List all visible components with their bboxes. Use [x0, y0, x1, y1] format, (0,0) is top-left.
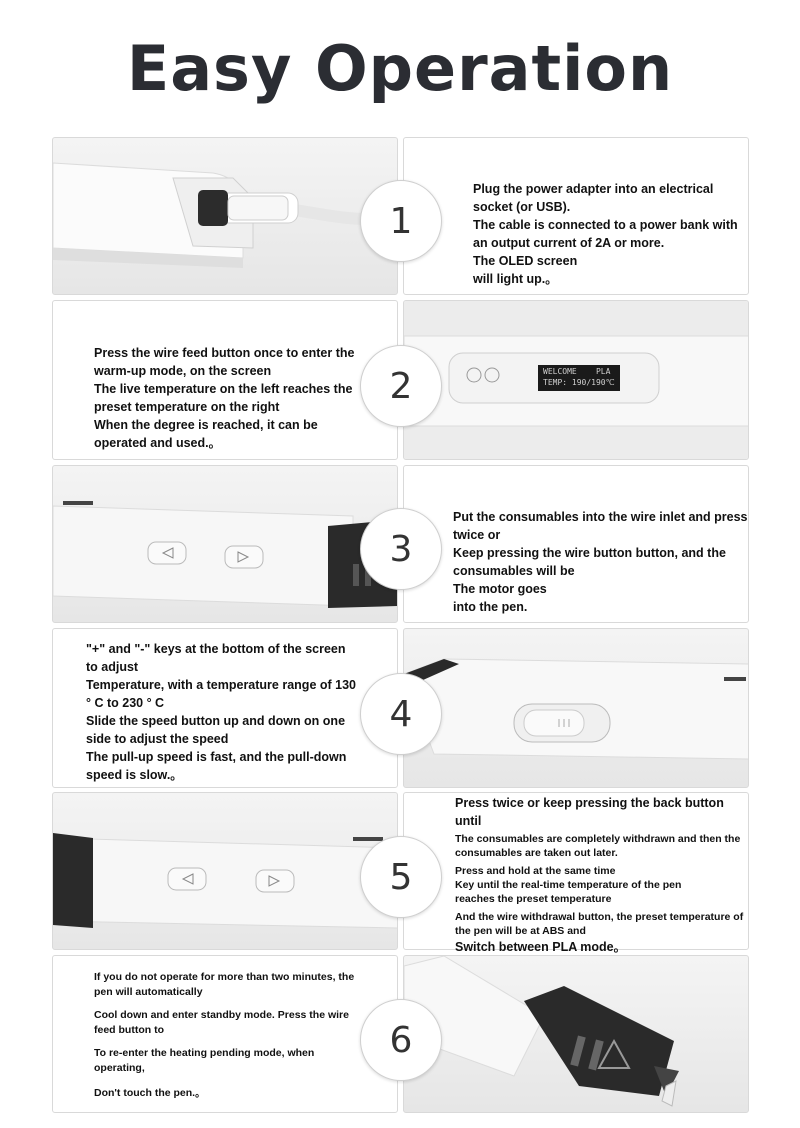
step-5-line-1: The consumables are completely withdrawn and then the consumables are taken out later. [455, 833, 741, 859]
step-3-text [453, 508, 749, 616]
step-5-photo [52, 792, 398, 950]
oled-screen-line-2: TEMP: 190/190℃ [543, 378, 615, 387]
step-5-heading: Press twice or keep pressing the back button until [455, 796, 724, 828]
step-6-photo [403, 955, 749, 1113]
step-4-line-4: The pull-up speed is fast, and the pull-down speed is slow.。 [86, 750, 347, 782]
step-1-photo [52, 137, 398, 295]
step-3-number: 3 [360, 508, 442, 590]
pen-nozzle-icon [404, 956, 749, 1113]
step-2-line-2: The live temperature on the left reaches the preset temperature on the right [94, 382, 353, 414]
speed-slider-icon [404, 629, 749, 788]
step-5-line-4: And the wire withdrawal button, the preset temperature of the pen will be at ABS and [455, 911, 744, 937]
step-6-line-2: Cool down and enter standby mode. Press the wire feed button to [94, 1009, 349, 1036]
step-4-text [86, 640, 358, 784]
step-1-number: 1 [360, 180, 442, 262]
power-cable-icon [53, 138, 398, 295]
feed-button-icon [53, 793, 398, 950]
step-4-line-1: "+" and "-" keys at the bottom of the screen to adjust [86, 642, 346, 674]
feed-button-icon [53, 466, 398, 623]
page-title: Easy Operation [126, 32, 674, 105]
step-6-line-1: If you do not operate for more than two minutes, the pen will automatically [94, 971, 355, 998]
step-1-line-2: The cable is connected to a power bank with an output current of 2A or more. [473, 218, 738, 250]
step-1-line-1: Plug the power adapter into an electrical socket (or USB). [473, 182, 714, 214]
step-3-line-2: Keep pressing the wire button button, and the consumables will be [453, 546, 726, 578]
step-5-line-3: Key until the real-time temperature of the pen reaches the preset temperature [455, 879, 682, 905]
step-3-line-3: The motor goes into the pen. [453, 582, 547, 614]
step-6-line-4: Don't touch the pen.。 [94, 1087, 206, 1099]
step-4-line-3: Slide the speed button up and down on one side to adjust the speed [86, 714, 346, 746]
step-6-line-3: To re-enter the heating pending mode, when operating, [94, 1047, 315, 1074]
step-5-text [455, 794, 747, 956]
oled-screen-line-1: WELCOME PLA [543, 367, 611, 376]
step-3-photo [52, 465, 398, 623]
step-2-text [94, 344, 362, 452]
step-2-photo [403, 300, 749, 460]
step-2-line-1: Press the wire feed button once to enter the warm-up mode, on the screen [94, 346, 355, 378]
step-6-text [94, 970, 364, 1101]
step-6-number: 6 [360, 999, 442, 1081]
step-4-number: 4 [360, 673, 442, 755]
step-3-line-1: Put the consumables into the wire inlet and press twice or [453, 510, 748, 542]
step-5-number: 5 [360, 836, 442, 918]
step-1-text [473, 180, 743, 288]
step-5-line-2: Press and hold at the same time [455, 865, 616, 877]
step-4-photo [403, 628, 749, 788]
step-2-line-3: When the degree is reached, it can be operated and used.。 [94, 418, 318, 450]
step-2-number: 2 [360, 345, 442, 427]
step-4-line-2: Temperature, with a temperature range of 130 ° C to 230 ° C [86, 678, 356, 710]
step-1-line-3: The OLED screen will light up.。 [473, 254, 578, 286]
step-5-footer: Switch between PLA mode。 [455, 940, 627, 954]
